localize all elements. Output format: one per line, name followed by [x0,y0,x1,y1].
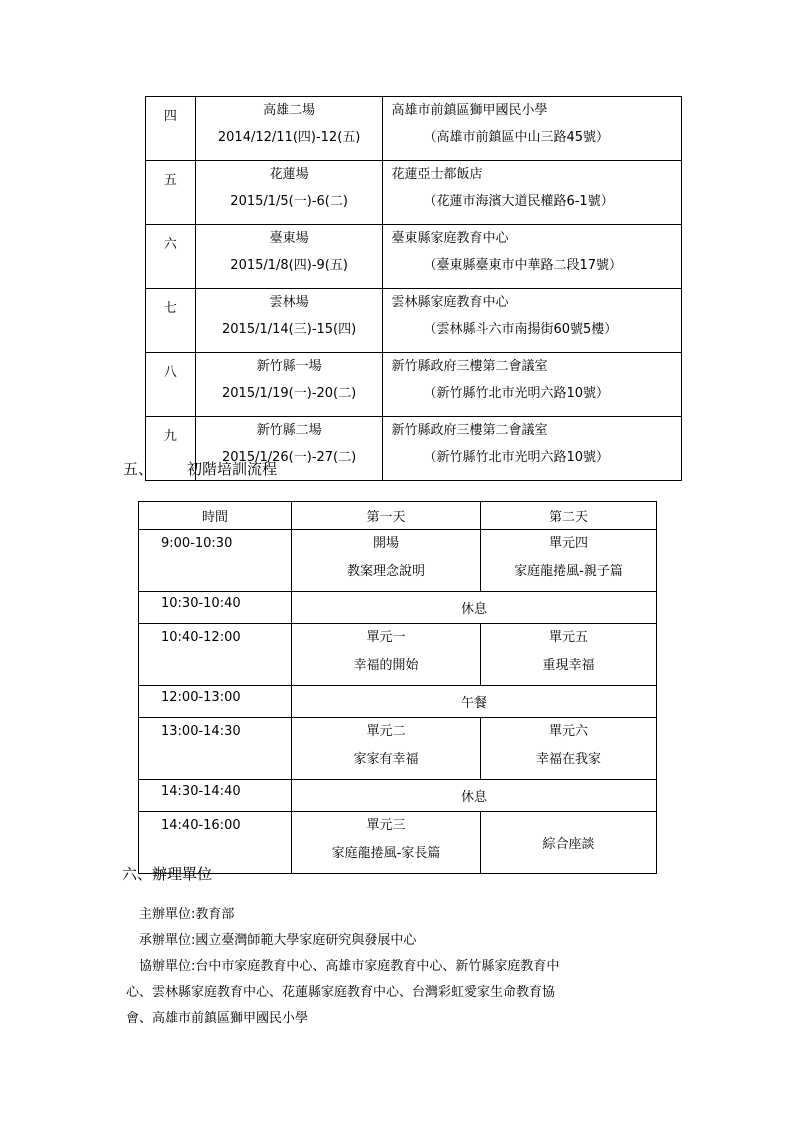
venue-number: 四 [146,97,196,161]
venue-session [195,225,383,289]
unit-label: 單元六 [548,724,588,739]
unit-label: 單元三 [366,818,406,833]
section-5-number: 五、 [123,460,154,478]
section-5-heading [123,458,278,479]
time-cell: 13:00-14:30 [139,718,292,780]
venue-session [195,353,383,417]
venue-row [146,161,682,225]
unit-label: 單元一 [366,630,406,645]
venue-row [146,225,682,289]
unit-label: 開場 [372,536,399,551]
venue-name: 新竹縣一場 [256,359,322,374]
header-time: 時間 [139,502,292,530]
section-5-title: 初階培訓流程 [187,460,278,478]
schedule-row [139,812,657,874]
venue-session [195,161,383,225]
unit-title: 家庭龍捲風-親子篇 [514,564,623,579]
venue-location [383,289,682,353]
unit-title: 幸福的開始 [353,658,419,673]
venue-place: 新竹縣政府三樓第二會議室 [391,359,548,374]
break-cell: 休息 [292,780,657,812]
venue-location [383,353,682,417]
schedule-row [139,780,657,812]
time-cell: 14:40-16:00 [139,812,292,874]
venue-number: 八 [146,353,196,417]
venue-place: 花蓮亞士都飯店 [391,167,483,182]
unit-label: 單元四 [548,536,588,551]
venue-location [383,225,682,289]
schedule-table [138,501,657,874]
venue-number: 六 [146,225,196,289]
section-6-heading: 六、辦理單位 [122,865,213,883]
organizer-list [126,902,679,1032]
lunch-cell: 午餐 [292,686,657,718]
venue-name: 新竹縣二場 [256,423,322,438]
venue-name: 高雄二場 [263,103,316,118]
unit-title: 重現幸福 [542,658,595,673]
day1-cell [292,624,481,686]
venue-address: （高雄市前鎮區中山三路45號） [423,130,610,145]
venue-row [146,97,682,161]
header-day2: 第二天 [481,502,657,530]
day2-cell [481,624,657,686]
venue-address: （雲林縣斗六市南揚街60號5樓） [423,322,618,337]
day2-cell [481,718,657,780]
venue-date: 2015/1/5(一)-6(二) [230,194,348,209]
organizer-line: 承辦單位:國立臺灣師範大學家庭研究與發展中心 [139,933,417,948]
schedule-row [139,592,657,624]
venue-address: （新竹縣竹北市光明六路10號） [423,386,610,401]
schedule-row [139,718,657,780]
schedule-row [139,686,657,718]
venue-number: 五 [146,161,196,225]
venue-place: 新竹縣政府三樓第二會議室 [391,423,548,438]
venue-location [383,161,682,225]
time-cell: 10:40-12:00 [139,624,292,686]
break-cell: 休息 [292,592,657,624]
unit-title: 教案理念說明 [346,564,425,579]
venue-place: 雲林縣家庭教育中心 [391,295,509,310]
time-cell: 9:00-10:30 [139,530,292,592]
venue-number: 九 [146,417,196,481]
venue-date: 2015/1/14(三)-15(四) [222,322,357,337]
venue-date: 2015/1/26(一)-27(二) [222,450,357,465]
venue-place: 臺東縣家庭教育中心 [391,231,509,246]
venue-address: （花蓮市海濱大道民權路6-1號） [423,194,614,209]
venue-date: 2014/12/11(四)-12(五) [217,130,361,145]
day1-cell [292,530,481,592]
venue-name: 花蓮場 [269,167,309,182]
venue-row [146,353,682,417]
unit-label: 單元二 [366,724,406,739]
time-cell: 12:00-13:00 [139,686,292,718]
day1-cell [292,812,481,874]
venue-address: （臺東縣臺東市中華路二段17號） [423,258,623,273]
venue-place: 高雄市前鎮區獅甲國民小學 [391,103,548,118]
schedule-row [139,624,657,686]
venue-table [145,96,682,481]
co-organizer-line-1: 協辦單位:台中市家庭教育中心、高雄市家庭教育中心、新竹縣家庭教育中 [139,959,560,974]
venue-name: 臺東場 [269,231,309,246]
venue-session [195,289,383,353]
unit-title: 幸福在我家 [535,752,601,767]
venue-date: 2015/1/19(一)-20(二) [222,386,357,401]
venue-date: 2015/1/8(四)-9(五) [230,258,348,273]
venue-row [146,289,682,353]
co-organizer-line-2: 心、雲林縣家庭教育中心、花蓮縣家庭教育中心、台灣彩虹愛家生命教育協 [126,985,556,1000]
co-organizer-line-3: 會、高雄市前鎮區獅甲國民小學 [126,1011,309,1026]
time-cell: 10:30-10:40 [139,592,292,624]
host-line: 主辦單位:教育部 [139,907,235,922]
day2-cell [481,530,657,592]
venue-location [383,417,682,481]
day1-cell [292,718,481,780]
unit-title: 家庭龍捲風-家長篇 [331,846,441,861]
venue-name: 雲林場 [269,295,309,310]
venue-number: 七 [146,289,196,353]
venue-address: （新竹縣竹北市光明六路10號） [423,450,610,465]
header-day1: 第一天 [292,502,481,530]
unit-label: 單元五 [548,630,588,645]
venue-location [383,97,682,161]
schedule-row [139,530,657,592]
unit-title: 家家有幸福 [353,752,419,767]
time-cell: 14:30-14:40 [139,780,292,812]
schedule-header-row [139,502,657,530]
day2-cell: 綜合座談 [481,812,657,874]
venue-session [195,97,383,161]
